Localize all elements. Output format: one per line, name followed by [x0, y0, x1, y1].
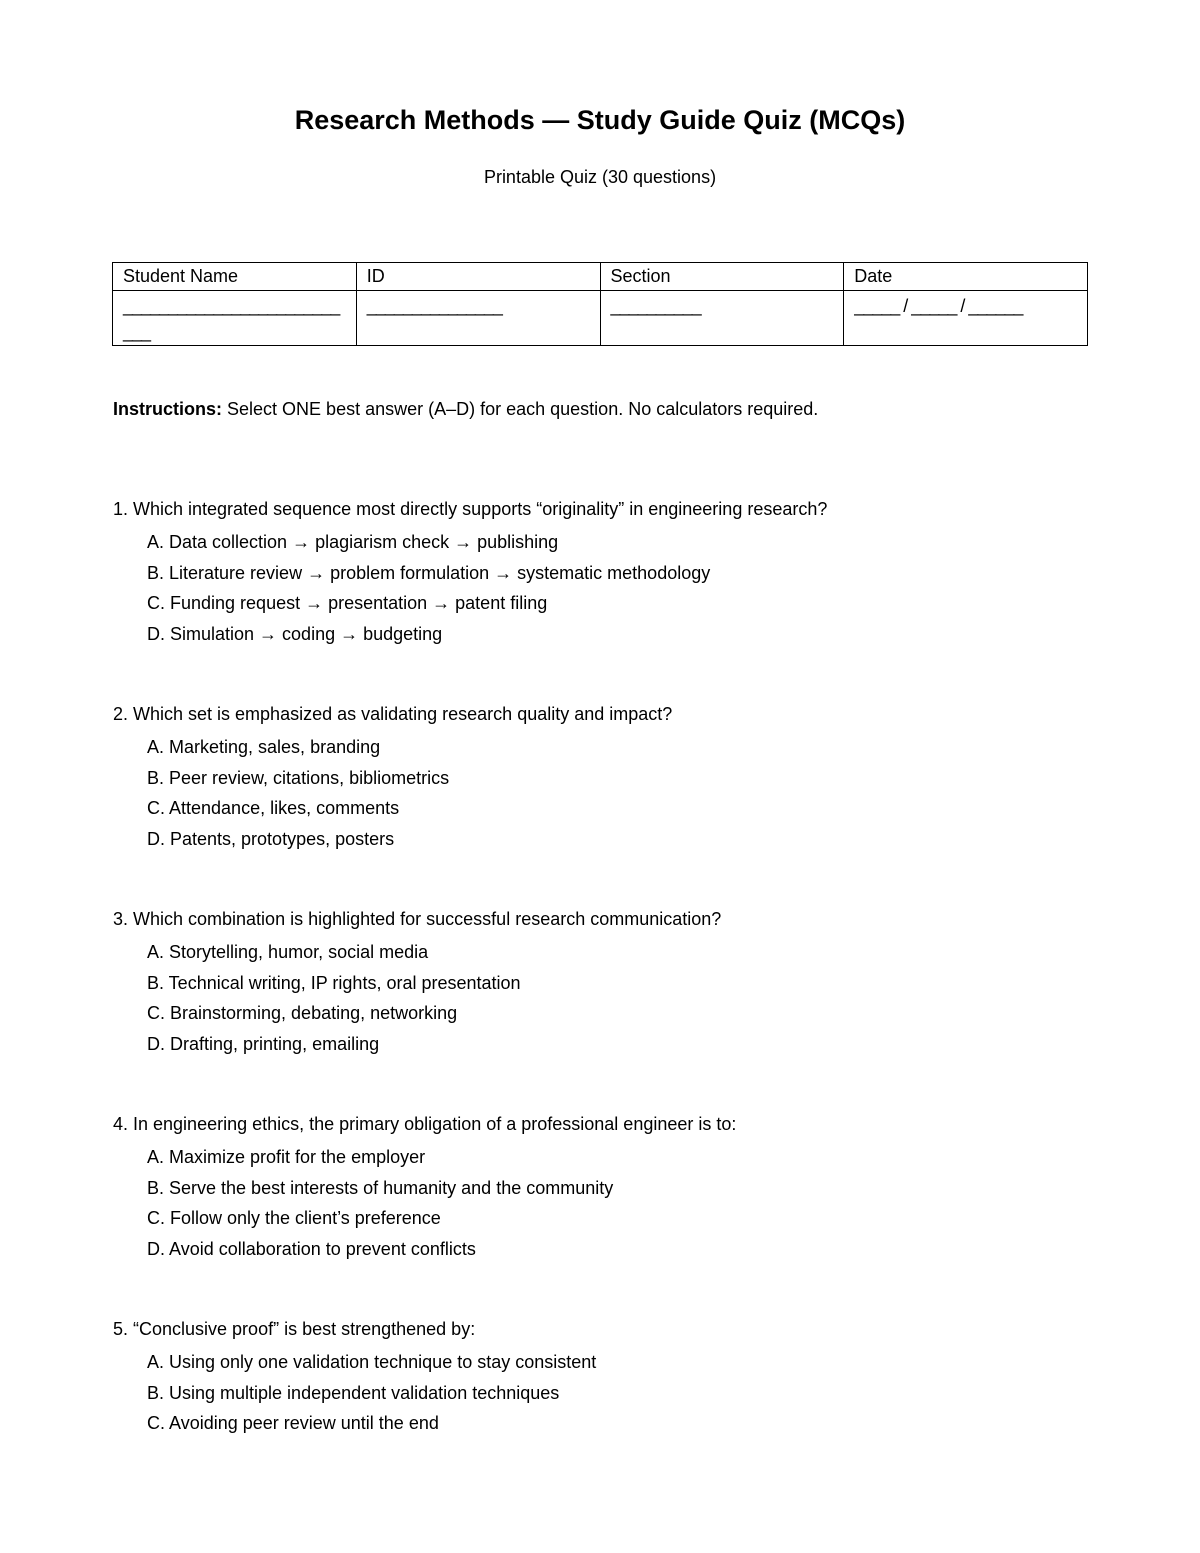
id-header: ID	[356, 263, 600, 291]
question-2	[113, 701, 1073, 856]
option-d[interactable]: D. Avoid collaboration to prevent conflicts	[147, 1238, 476, 1259]
date-header: Date	[844, 263, 1088, 291]
option-b[interactable]: B. Literature review → problem formulation → systematic methodology	[147, 562, 711, 583]
page-title: Research Methods — Study Guide Quiz (MCQs)	[294, 105, 906, 135]
question-4	[113, 1111, 1073, 1266]
option-c[interactable]: C. Follow only the client’s preference	[147, 1208, 441, 1228]
option-d[interactable]: D. Simulation → coding → budgeting	[147, 623, 443, 644]
option-c[interactable]: C. Brainstorming, debating, networking	[147, 1003, 458, 1023]
question-text: 3. Which combination is highlighted for successful research communication?	[113, 909, 722, 929]
question-text: 5. “Conclusive proof” is best strengthened by:	[113, 1319, 476, 1339]
student-info-header-row	[113, 263, 1088, 291]
student-name-header: Student Name	[113, 263, 357, 291]
section-blank: __________	[610, 296, 701, 316]
question-text: 2. Which set is emphasized as validating research quality and impact?	[113, 704, 673, 724]
instructions-text: Select ONE best answer (A–D) for each question. No calculators required.	[222, 399, 819, 419]
date-field[interactable]	[844, 291, 1088, 346]
option-a[interactable]: A. Data collection → plagiarism check → publishing	[147, 532, 559, 552]
id-field[interactable]	[356, 291, 600, 346]
id-blank: _______________	[366, 296, 502, 316]
question-text: 4. In engineering ethics, the primary obligation of a professional engineer is to:	[113, 1114, 737, 1134]
option-b[interactable]: B. Peer review, citations, bibliometrics	[147, 767, 450, 788]
student-info-blank-row	[113, 291, 1088, 346]
student-name-blank: ___________________________	[123, 296, 340, 342]
option-list	[147, 529, 1073, 651]
option-d[interactable]: D. Patents, prototypes, posters	[147, 828, 395, 849]
option-c[interactable]: C. Attendance, likes, comments	[147, 798, 400, 818]
date-blank: _____ / _____ / ______	[854, 296, 1023, 316]
option-a[interactable]: A. Storytelling, humor, social media	[147, 942, 429, 962]
option-c[interactable]: C. Avoiding peer review until the end	[147, 1413, 439, 1433]
option-b[interactable]: B. Serve the best interests of humanity and the community	[147, 1177, 614, 1198]
question-text: 1. Which integrated sequence most directly supports “originality” in engineering research?	[113, 499, 828, 519]
option-b[interactable]: B. Technical writing, IP rights, oral presentation	[147, 972, 521, 993]
section-field[interactable]	[600, 291, 844, 346]
question-3	[113, 906, 1073, 1061]
question-5	[113, 1316, 1073, 1441]
option-list	[147, 1349, 1073, 1441]
option-c[interactable]: C. Funding request → presentation → patent filing	[147, 593, 548, 613]
page-subtitle: Printable Quiz (30 questions)	[483, 167, 717, 187]
option-d[interactable]: D. Drafting, printing, emailing	[147, 1033, 380, 1054]
option-list	[147, 1144, 1073, 1266]
instructions	[113, 396, 818, 422]
option-list	[147, 734, 1073, 856]
option-list	[147, 939, 1073, 1061]
option-a[interactable]: A. Using only one validation technique to stay consistent	[147, 1352, 597, 1372]
option-a[interactable]: A. Marketing, sales, branding	[147, 737, 381, 757]
student-info-table	[112, 262, 1088, 346]
option-b[interactable]: B. Using multiple independent validation techniques	[147, 1382, 560, 1403]
question-1	[113, 496, 1073, 651]
section-header: Section	[600, 263, 844, 291]
student-name-field[interactable]	[113, 291, 357, 346]
instructions-label: Instructions:	[113, 399, 223, 419]
option-a[interactable]: A. Maximize profit for the employer	[147, 1147, 426, 1167]
